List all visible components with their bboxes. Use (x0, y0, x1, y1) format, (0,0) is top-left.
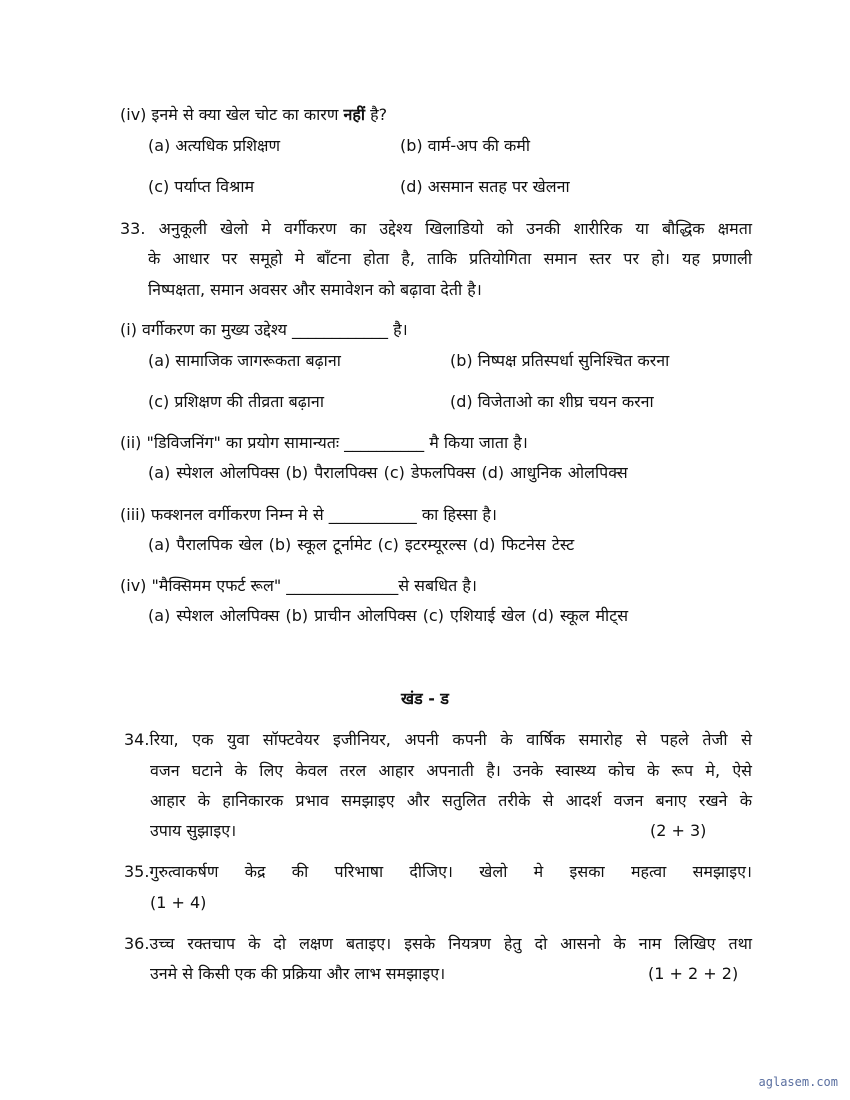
q33-ii-stem: (ii) "डिविजनिंग" का प्रयोग सामान्यतः __________ मै किया जाता है। (120, 433, 528, 452)
q33-i-option-d: (d) विजेताओ का शीघ्र चयन करना (450, 392, 654, 411)
watermark: aglasem.com (758, 1075, 838, 1089)
q34-line-4: उपाय सुझाइए। (150, 821, 237, 840)
q34-line-2: वजन घटाने के लिए केवल तरल आहार अपनाती है। उनके स्वास्थ्य कोच के रूप मे, ऐसे (150, 761, 752, 780)
q34-line-1: 34.रिया, एक युवा सॉफ्टवेयर इजीनियर, अपनी कपनी के वार्षिक समारोह से पहले तेजी से (124, 730, 752, 749)
q34-line-3: आहार के हानिकारक प्रभाव समझाइए और सतुलित तरीके से आदर्श वजन बनाए रखने के (150, 791, 752, 810)
q33-passage-line-2: के आधार पर समूहो मे बाँटना होता है, ताकि प्रतियोगिता समान स्तर पर हो। यह प्रणाली (148, 249, 752, 268)
q33-ii-options: (a) स्पेशल ओलपिक्स (b) पैरालपिक्स (c) डेफलपिक्स (d) आधुनिक ओलपिक्स (148, 463, 628, 482)
q33-i-option-a: (a) सामाजिक जागरूकता बढ़ाना (148, 351, 341, 370)
q32-iv-option-a: (a) अत्यधिक प्रशिक्षण (148, 136, 281, 155)
q33-iii-stem: (iii) फक्शनल वर्गीकरण निम्न मे से ___________ का हिस्सा है। (120, 505, 497, 524)
q33-passage-line-3: निष्पक्षता, समान अवसर और समावेशन को बढ़ावा देती है। (148, 280, 482, 299)
q33-iii-options: (a) पैरालपिक खेल (b) स्कूल टूर्नामेट (c) इटरम्यूरल्स (d) फिटनेस टेस्ट (148, 535, 575, 554)
q33-i-option-c: (c) प्रशिक्षण की तीव्रता बढ़ाना (148, 392, 324, 411)
q32-iv-option-d: (d) असमान सतह पर खेलना (400, 177, 570, 196)
q36-line-1: 36.उच्च रक्तचाप के दो लक्षण बताइए। इसके नियत्रण हेतु दो आसनो के नाम लिखिए तथा (124, 934, 752, 953)
q34-marks: (2 + 3) (650, 821, 707, 840)
section-heading: खंड - ड (401, 689, 449, 708)
q33-iv-stem: (iv) "मैक्सिमम एफर्ट रूल" ______________से सबधित है। (120, 576, 477, 595)
q32-iv-stem: (iv) इनमे से क्या खेल चोट का कारण नहीं है? (120, 105, 388, 124)
emphasis-nahin: नहीं (343, 105, 366, 124)
q35-line-1: 35.गुरुत्वाकर्षण केद्र की परिभाषा दीजिए। खेलो मे इसका महत्वा समझाइए। (124, 862, 752, 881)
q33-passage-line-1: 33. अनुकूली खेलो मे वर्गीकरण का उद्देश्य खिलाडियो को उनकी शारीरिक या बौद्धिक क्षमता (120, 219, 752, 238)
q35-marks: (1 + 4) (150, 893, 207, 912)
q32-iv-option-c: (c) पर्याप्त विश्राम (148, 177, 255, 196)
q36-marks: (1 + 2 + 2) (648, 964, 739, 983)
q33-i-stem: (i) वर्गीकरण का मुख्य उद्देश्य ____________ है। (120, 320, 408, 339)
q32-iv-option-b: (b) वार्म-अप की कमी (400, 136, 531, 155)
q33-iv-options: (a) स्पेशल ओलपिक्स (b) प्राचीन ओलपिक्स (c) एशियाई खेल (d) स्कूल मीट्स (148, 606, 629, 625)
q36-line-2: उनमे से किसी एक की प्रक्रिया और लाभ समझाइए। (150, 964, 446, 983)
q33-i-option-b: (b) निष्पक्ष प्रतिस्पर्धा सुनिश्चित करना (450, 351, 670, 370)
